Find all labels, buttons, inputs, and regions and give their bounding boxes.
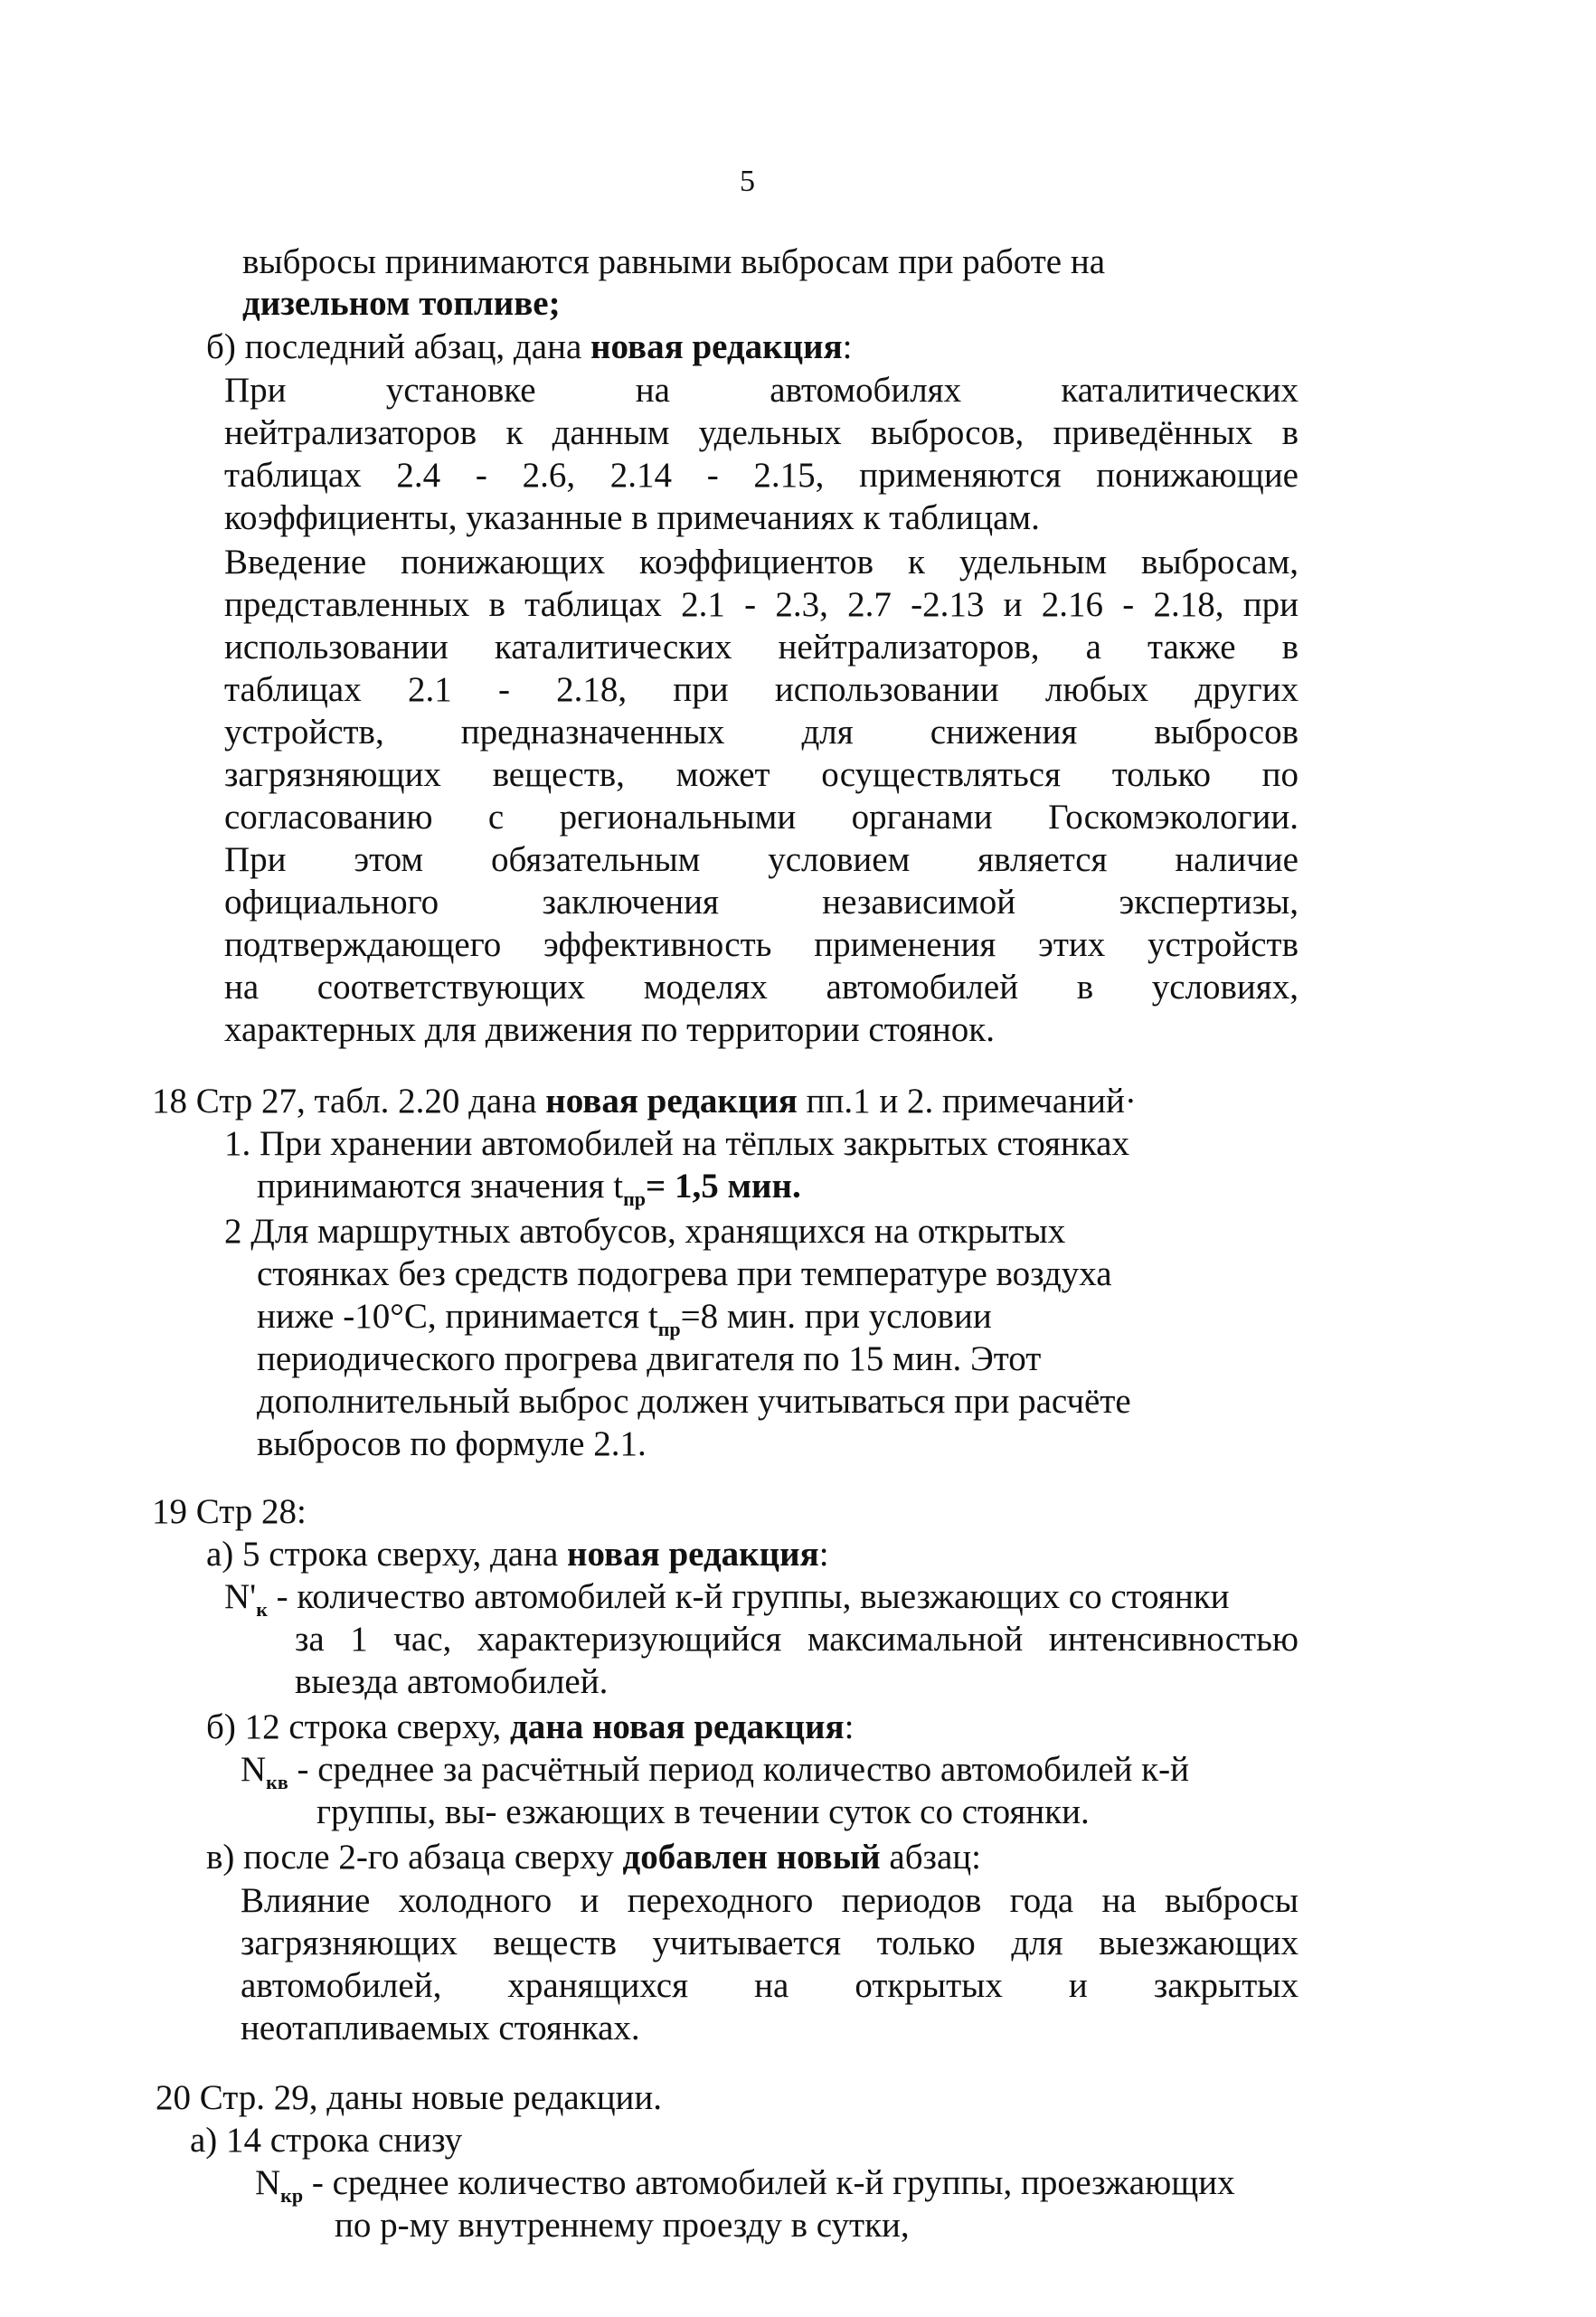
para2-line-11: на соответствующих моделях автомобилей в условиях, xyxy=(224,968,1299,1007)
para1-line-1: При установке на автомобилях каталитических xyxy=(224,371,1299,410)
item19-a-heading xyxy=(206,1535,829,1575)
item19-c-tail: абзац: xyxy=(880,1838,981,1877)
page-number: 5 xyxy=(740,165,755,198)
item18-note2-line-1: 2 Для маршрутных автобусов, хранящихся на открытых xyxy=(224,1212,1066,1251)
item18-note1-line-1: 1. При хранении автомобилей на тёплых закрытых стоянках xyxy=(224,1124,1129,1163)
item20-a-heading: а) 14 строка снизу xyxy=(190,2121,463,2160)
item19-b-heading xyxy=(206,1707,854,1747)
item18-note2-line-5: дополнительный выброс должен учитываться при расчёте xyxy=(257,1382,1131,1421)
b-item-bold: новая редакция xyxy=(590,327,843,366)
item19-c-line-3: автомобилей, хранящихся на открытых и закрытых xyxy=(241,1966,1299,2005)
para2-line-8: При этом обязательным условием является наличие xyxy=(224,840,1299,879)
item20-heading: 20 Стр. 29, даны новые редакции. xyxy=(156,2078,663,2117)
item19-c-heading xyxy=(206,1838,981,1877)
item19-b-line-2: группы, вы- езжающих в течении суток со стоянки. xyxy=(316,1792,1090,1831)
item19-a-line-3: выезда автомобилей. xyxy=(295,1662,609,1701)
item18-note2-line-2: стоянках без средств подогрева при температуре воздуха xyxy=(257,1254,1112,1293)
para1-line-2: нейтрализаторов к данным удельных выбросов, приведённых в xyxy=(224,413,1299,452)
item19-c-lead: в) после 2-го абзаца сверху xyxy=(206,1838,623,1877)
item20-a-sub: кр xyxy=(280,2183,304,2207)
item19-c-line-2: загрязняющих веществ учитывается только для выезжающих xyxy=(241,1924,1299,1962)
item19-b-lead: б) 12 строка сверху, xyxy=(206,1707,510,1746)
para2-line-9: официального заключения независимой экспертизы, xyxy=(224,883,1299,922)
b-item-tail: : xyxy=(842,327,853,366)
item18-note2-value: =8 мин. при условии xyxy=(680,1297,992,1336)
item19-b-bold: дана новая редакция xyxy=(510,1707,845,1746)
item19-b-text: - среднее за расчётный период количество автомобилей к-й xyxy=(288,1750,1189,1789)
para1-line-4: коэффициенты, указанные в примечаниях к таблицам. xyxy=(224,498,1040,537)
para2-line-6: загрязняющих веществ, может осуществляться только по xyxy=(224,755,1299,794)
item20-a-line-2: по р-му внутреннему проезду в сутки, xyxy=(335,2206,910,2245)
intro-line-1: выбросы принимаются равными выбросам при работе на xyxy=(242,242,1106,281)
item18-bold: новая редакция xyxy=(545,1082,798,1121)
item19-a-symbol: N' xyxy=(224,1577,257,1616)
para2-line-4: таблицах 2.1 - 2.18, при использовании любых других xyxy=(224,670,1299,709)
para1-line-3: таблицах 2.4 - 2.6, 2.14 - 2.15, применяются понижающие xyxy=(224,456,1299,495)
item19-heading: 19 Стр 28: xyxy=(152,1492,307,1531)
item18-heading xyxy=(152,1082,1137,1121)
item19-a-lead: а) 5 строка сверху, дана xyxy=(206,1535,568,1574)
item18-note1-text: принимаются значения t xyxy=(257,1167,624,1206)
para2-line-7: согласованию с региональными органами Госкомэкологии. xyxy=(224,798,1299,837)
b-item-lead: б) последний абзац, дана xyxy=(206,327,591,366)
para2-line-2: представленных в таблицах 2.1 - 2.3, 2.7 -2.13 и 2.16 - 2.18, при xyxy=(224,585,1299,624)
para2-line-10: подтверждающего эффективность применения этих устройств xyxy=(224,925,1299,964)
item18-note2-line-6: выбросов по формуле 2.1. xyxy=(257,1424,647,1463)
para2-line-3: использовании каталитических нейтрализаторов, а также в xyxy=(224,628,1299,667)
para2-line-12: характерных для движения по территории стоянок. xyxy=(224,1010,995,1049)
item18-note2-text: ниже -10°С, принимается t xyxy=(257,1297,658,1336)
item19-b-symbol: N xyxy=(241,1750,267,1789)
item19-c-line-1: Влияние холодного и переходного периодов года на выбросы xyxy=(241,1881,1299,1920)
item19-a-text: - количество автомобилей к-й группы, выезжающих со стоянки xyxy=(267,1577,1230,1616)
intro-line-2: дизельном топливе; xyxy=(242,284,561,323)
item19-c-line-4: неотапливаемых стоянках. xyxy=(241,2009,640,2047)
item18-note1-sub: пр xyxy=(623,1187,646,1210)
item19-a-bold: новая редакция xyxy=(567,1535,819,1574)
item19-c-bold: добавлен новый xyxy=(622,1838,881,1877)
item18-note1-value: = 1,5 мин. xyxy=(646,1167,801,1206)
para2-line-5: устройств, предназначенных для снижения выбросов xyxy=(224,713,1299,752)
item19-a-sub: к xyxy=(256,1597,268,1621)
item19-b-tail: : xyxy=(844,1707,855,1746)
item18-tail: пп.1 и 2. примечаний· xyxy=(797,1082,1137,1121)
para2-line-1: Введение понижающих коэффициентов к удельным выбросам, xyxy=(224,543,1299,582)
item19-a-tail: : xyxy=(818,1535,829,1574)
item18-note2-sub: пр xyxy=(657,1317,681,1340)
item18-lead: 18 Стр 27, табл. 2.20 дана xyxy=(152,1082,546,1121)
item20-a-symbol: N xyxy=(255,2163,281,2202)
b-item-heading xyxy=(206,327,853,367)
item19-a-line-2: за 1 час, характеризующийся максимальной интенсивностью xyxy=(295,1620,1299,1659)
item20-a-text: - среднее количество автомобилей к-й группы, проезжающих xyxy=(303,2163,1235,2202)
item18-note2-line-4: периодического прогрева двигателя по 15 мин. Этот xyxy=(257,1339,1042,1378)
item19-b-sub: кв xyxy=(266,1770,288,1793)
